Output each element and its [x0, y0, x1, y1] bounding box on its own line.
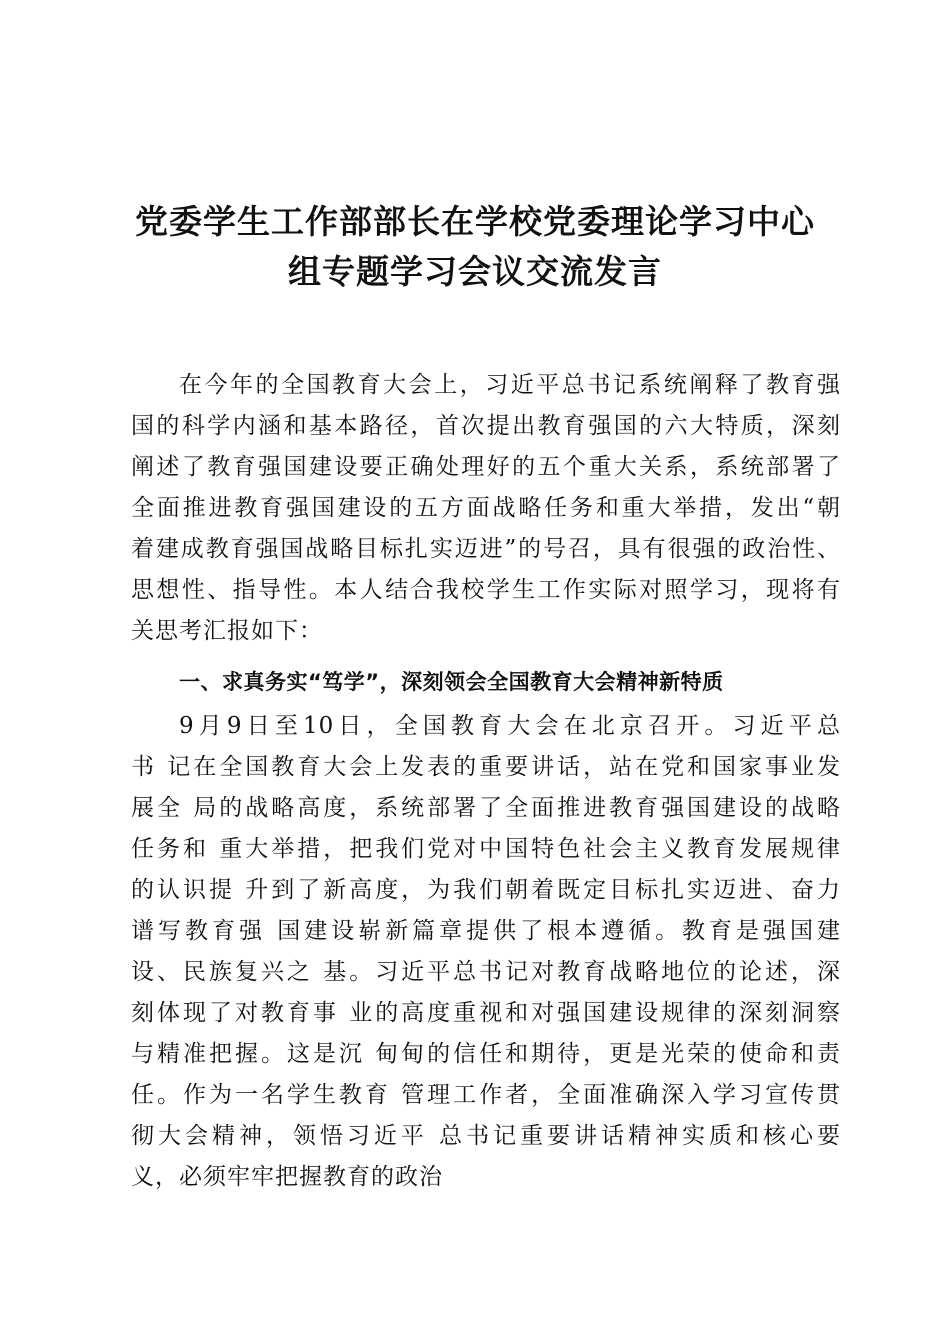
section-1-line-12: 义，必须牢牢把握教育的政治 — [131, 1164, 443, 1190]
section-1-line-1: 9月9日至10日，全国教育大会在北京召开。习近平总 — [179, 713, 841, 739]
section-1-line-6: 谱写教育强 国建设崭新篇章提供了根本遵循。教育是强国建 — [131, 918, 841, 944]
intro-line-3: 阐述了教育强国建设要正确处理好的五个重大关系，系统部署了 — [131, 454, 841, 480]
section-1-line-4: 任务和 重大举措，把我们党对中国特色社会主义教育发展规律 — [131, 836, 841, 862]
section-1-line-9: 与精准把握。这是沉 甸甸的信任和期待，更是光荣的使命和责 — [131, 1041, 841, 1067]
section-1-line-2: 书 记在全国教育大会上发表的重要讲话，站在党和国家事业发 — [131, 754, 841, 780]
intro-line-2: 国的科学内涵和基本路径，首次提出教育强国的六大特质，深刻 — [131, 413, 841, 439]
document-body — [131, 365, 841, 1198]
section-1-line-11: 彻大会精神，领悟习近平 总书记重要讲话精神实质和核心要 — [131, 1123, 841, 1149]
section-1-heading: 一、求真务实“笃学”，深刻领会全国教育大会精神新特质 — [179, 670, 724, 694]
intro-line-4: 全面推进教育强国建设的五方面战略任务和重大举措，发出“朝 — [131, 495, 841, 521]
title-line-1: 党委学生工作部部长在学校党委理论学习中心 — [135, 202, 815, 241]
section-1-line-7: 设、民族复兴之 基。习近平总书记对教育战略地位的论述，深 — [131, 959, 841, 985]
intro-line-6: 思想性、指导性。本人结合我校学生工作实际对照学习，现将有 — [131, 577, 841, 603]
section-1-line-10: 任。作为一名学生教育 管理工作者，全面准确深入学习宣传贯 — [131, 1082, 841, 1108]
document-title — [120, 197, 830, 297]
section-1-line-3: 展全 局的战略高度，系统部署了全面推进教育强国建设的战略 — [131, 795, 841, 821]
section-1-line-5: 的认识提 升到了新高度，为我们朝着既定目标扎实迈进、奋力 — [131, 877, 841, 903]
section-1-line-8: 刻体现了对教育事 业的高度重视和对强国建设规律的深刻洞察 — [131, 1000, 841, 1026]
title-line-2: 组专题学习会议交流发言 — [288, 252, 662, 291]
intro-line-5: 着建成教育强国战略目标扎实迈进”的号召，具有很强的政治性、 — [131, 536, 841, 562]
intro-line-7: 关思考汇报如下： — [131, 618, 323, 644]
intro-line-1: 在今年的全国教育大会上，习近平总书记系统阐释了教育强 — [179, 372, 841, 398]
